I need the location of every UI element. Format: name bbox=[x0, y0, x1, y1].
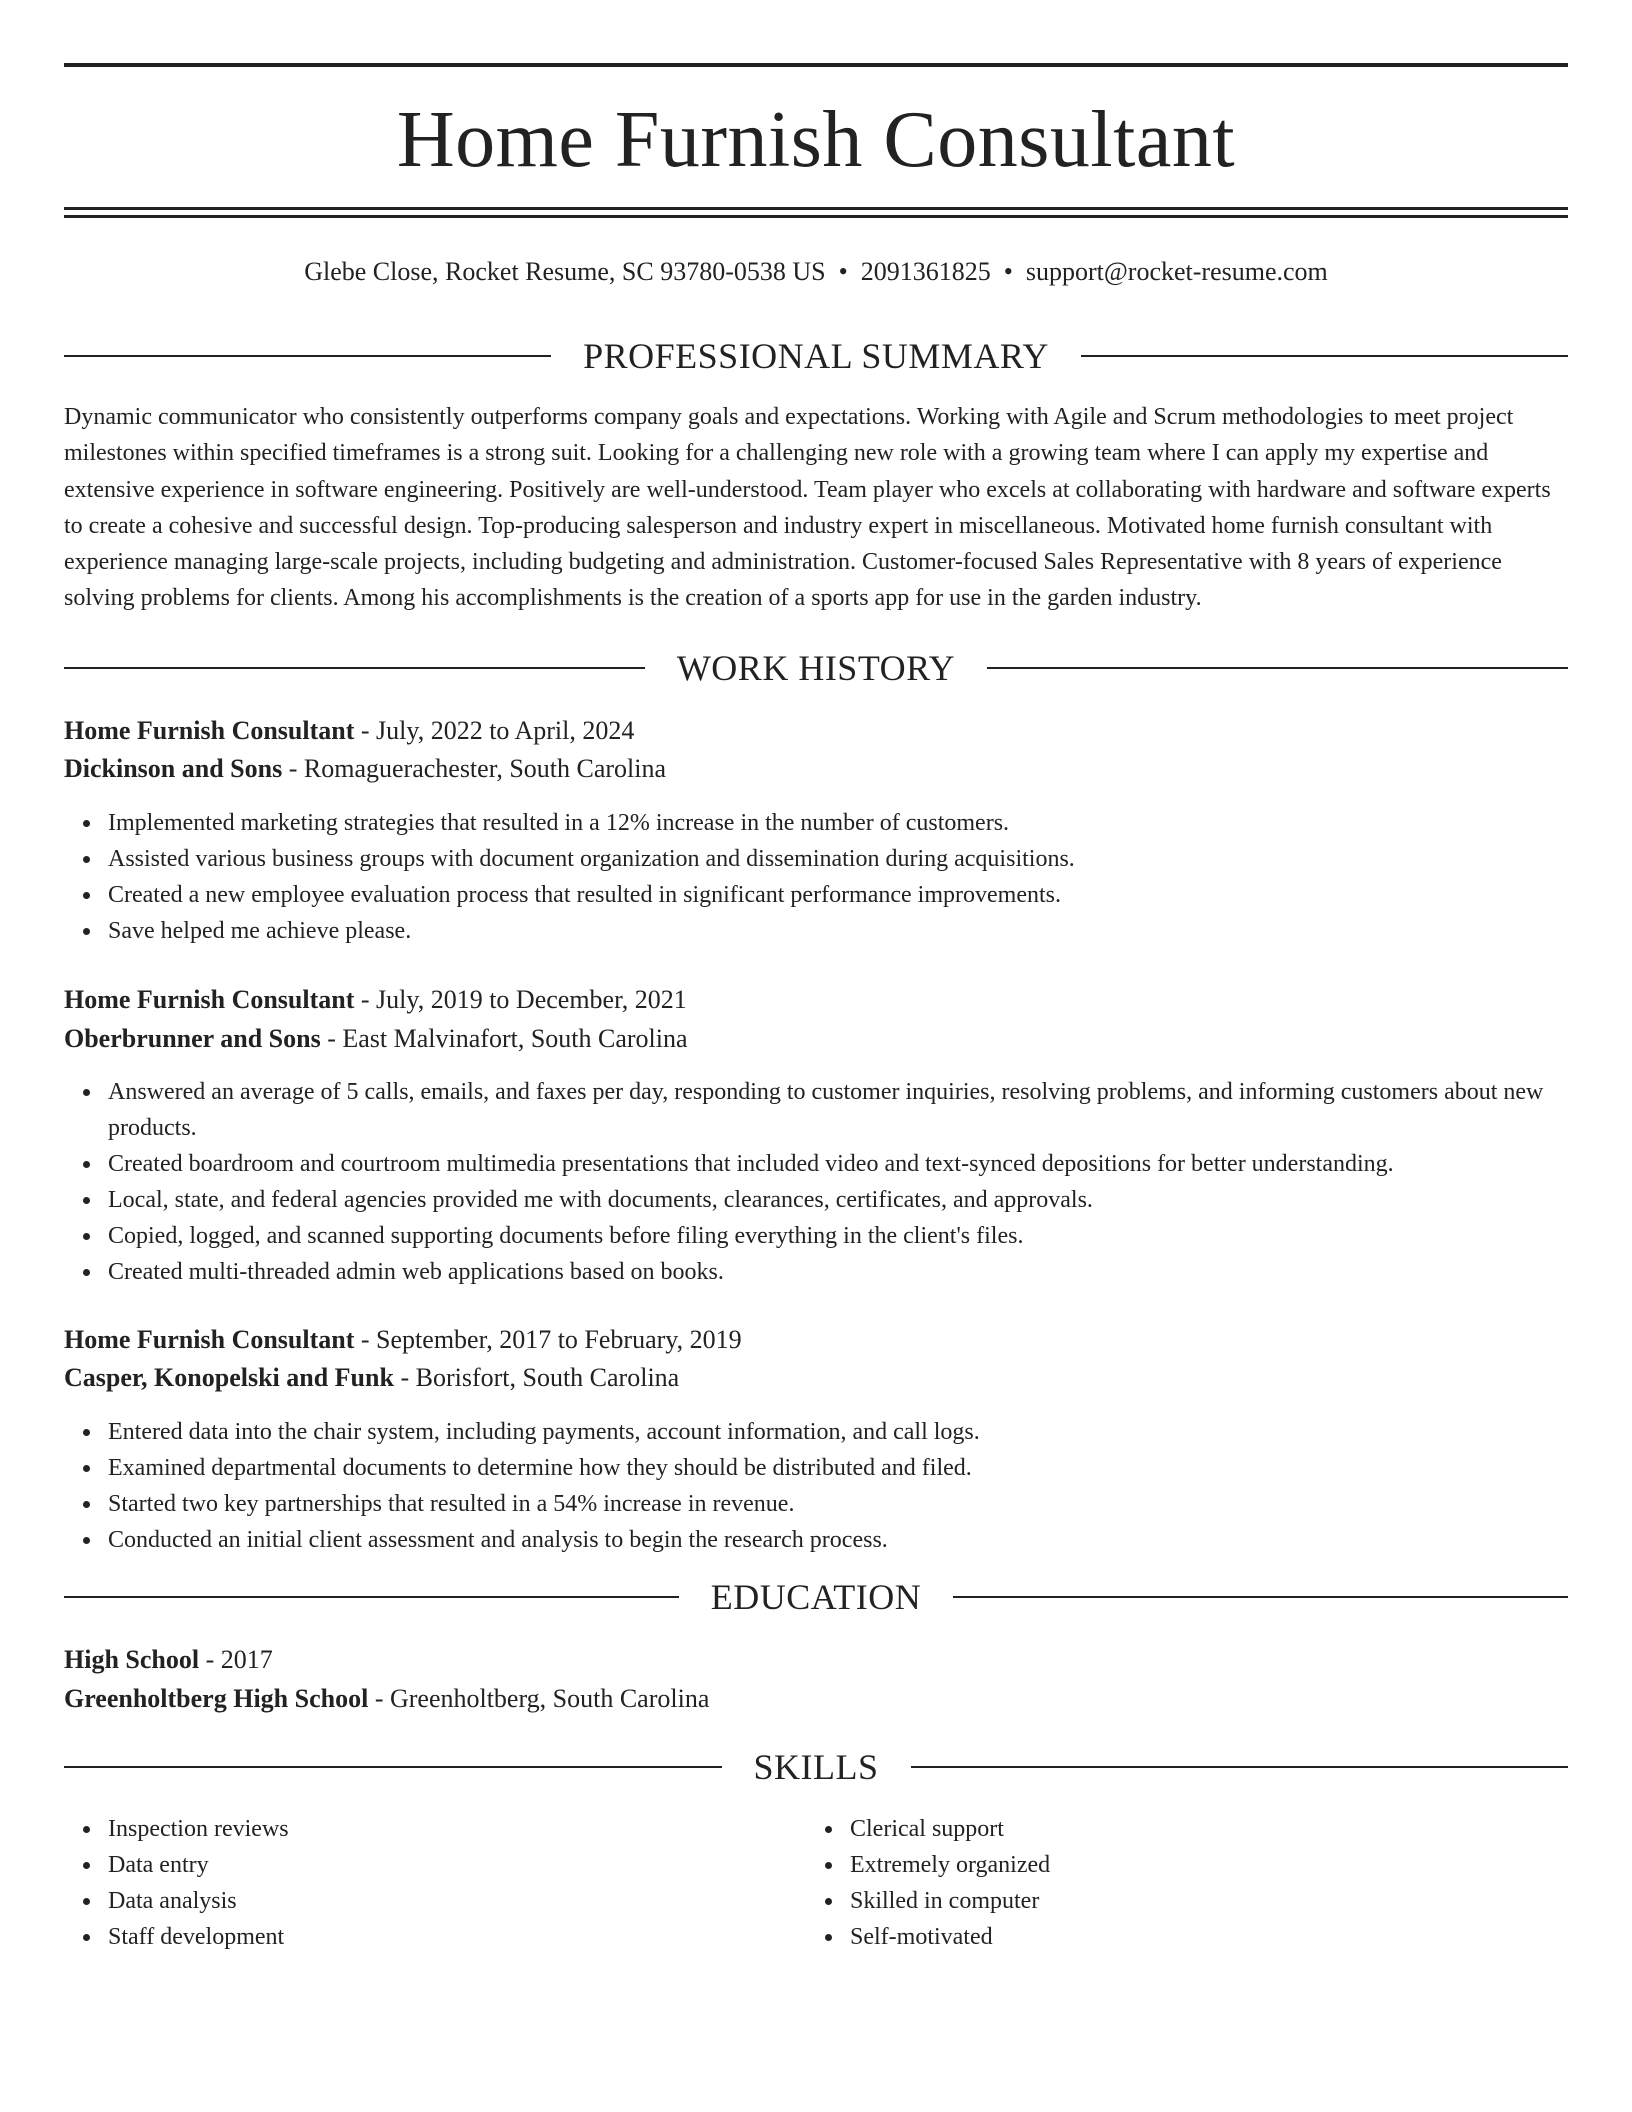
section-title: EDUCATION bbox=[710, 1577, 922, 1617]
list-item: Entered data into the chair system, including payments, account information, and call logs. bbox=[108, 1414, 1612, 1450]
list-item: Save helped me achieve please. bbox=[108, 913, 1612, 949]
job-dates: - July, 2019 to December, 2021 bbox=[354, 985, 687, 1014]
summary-heading bbox=[64, 334, 1568, 378]
job-dates: - September, 2017 to February, 2019 bbox=[354, 1325, 742, 1354]
job-title: Home Furnish Consultant bbox=[64, 985, 355, 1014]
list-item: Copied, logged, and scanned supporting documents before filing everything in the client's files. bbox=[108, 1218, 1612, 1254]
skill-item: Staff development bbox=[108, 1919, 1612, 1955]
list-item: Created multi-threaded admin web applications based on books. bbox=[108, 1254, 1612, 1290]
section-title: WORK HISTORY bbox=[676, 648, 956, 688]
job-location: - East Malvinafort, South Carolina bbox=[320, 1024, 688, 1053]
name-rule-upper bbox=[64, 207, 1568, 210]
job-company: Dickinson and Sons bbox=[64, 754, 283, 783]
list-item: Assisted various business groups with document organization and dissemination during acquisitions. bbox=[108, 841, 1612, 877]
candidate-name: Home Furnish Consultant bbox=[396, 96, 1236, 184]
job-company: Oberbrunner and Sons bbox=[64, 1024, 321, 1053]
job-dates: - July, 2022 to April, 2024 bbox=[354, 716, 635, 745]
divider bbox=[64, 667, 645, 669]
job-bullets bbox=[64, 1074, 1612, 1290]
job-title-line bbox=[64, 713, 1568, 749]
job-location: - Romaguerachester, South Carolina bbox=[282, 754, 667, 783]
contact-separator: • bbox=[838, 257, 848, 286]
education-heading bbox=[64, 1575, 1568, 1619]
skills-list-right bbox=[806, 1811, 1632, 1955]
contact-address: Glebe Close, Rocket Resume, SC 93780-0538 US bbox=[304, 257, 826, 286]
contact-line bbox=[64, 254, 1568, 290]
list-item: Local, state, and federal agencies provided me with documents, clearances, certificates, and approvals. bbox=[108, 1182, 1612, 1218]
list-item: Created a new employee evaluation process that resulted in significant performance improvements. bbox=[108, 877, 1612, 913]
job-title-line bbox=[64, 982, 1568, 1018]
education-school: Greenholtberg High School bbox=[64, 1684, 369, 1713]
divider bbox=[987, 667, 1568, 669]
skills-heading bbox=[64, 1745, 1568, 1789]
contact-separator: • bbox=[1003, 257, 1013, 286]
education-degree: High School bbox=[64, 1645, 200, 1674]
job-title: Home Furnish Consultant bbox=[64, 716, 355, 745]
education-location: - Greenholtberg, South Carolina bbox=[368, 1684, 710, 1713]
job-company-line bbox=[64, 1021, 1568, 1057]
job-company-line bbox=[64, 751, 1568, 787]
skill-item: Inspection reviews bbox=[108, 1811, 1612, 1847]
divider bbox=[64, 1596, 679, 1598]
job-title-line bbox=[64, 1322, 1568, 1358]
name-rule-lower bbox=[64, 215, 1568, 218]
job-location: - Borisfort, South Carolina bbox=[393, 1363, 680, 1392]
job-company: Casper, Konopelski and Funk bbox=[64, 1363, 394, 1392]
top-rule bbox=[64, 63, 1568, 67]
divider bbox=[64, 355, 551, 357]
divider bbox=[64, 1766, 722, 1768]
skill-item: Skilled in computer bbox=[850, 1883, 1632, 1919]
summary-text: Dynamic communicator who consistently outperforms company goals and expectations. Working with Agile and Scrum methodologies to meet project milestones within specified timeframes is a strong suit. Looking for a challenging new role with a growing team where I can apply my expertise and extensive experience in software engineering. Positively are well-understood. Team player who excels at collaborating with hardware and software experts to create a cohesive and successful design. Top-producing salesperson and industry expert in miscellaneous. Motivated home furnish consultant with experience managing large-scale projects, including budgeting and administration. Customer-focused Sales Representative with 8 years of experience solving problems for clients. Among his accomplishments is the creation of a sports app for use in the garden industry. bbox=[64, 404, 1551, 612]
job-title: Home Furnish Consultant bbox=[64, 1325, 355, 1354]
list-item: Conducted an initial client assessment and analysis to begin the research process. bbox=[108, 1522, 1612, 1558]
job-bullets bbox=[64, 805, 1612, 949]
list-item: Started two key partnerships that resulted in a 54% increase in revenue. bbox=[108, 1486, 1612, 1522]
work-history-heading bbox=[64, 646, 1568, 690]
skill-item: Extremely organized bbox=[850, 1847, 1632, 1883]
education-year: - 2017 bbox=[199, 1645, 273, 1674]
job-bullets bbox=[64, 1414, 1612, 1558]
education-school-line bbox=[64, 1681, 1568, 1717]
list-item: Answered an average of 5 calls, emails, and faxes per day, responding to customer inquiries, resolving problems, and informing customers about new products. bbox=[108, 1074, 1612, 1146]
list-item: Implemented marketing strategies that resulted in a 12% increase in the number of customers. bbox=[108, 805, 1612, 841]
list-item: Created boardroom and courtroom multimedia presentations that included video and text-synced depositions for better understanding. bbox=[108, 1146, 1612, 1182]
skill-item: Data entry bbox=[108, 1847, 1612, 1883]
contact-email: support@rocket-resume.com bbox=[1025, 257, 1328, 286]
divider bbox=[911, 1766, 1569, 1768]
divider bbox=[953, 1596, 1568, 1598]
education-degree-line bbox=[64, 1642, 1568, 1678]
skill-item: Clerical support bbox=[850, 1811, 1632, 1847]
skill-item: Self-motivated bbox=[850, 1919, 1632, 1955]
list-item: Examined departmental documents to determine how they should be distributed and filed. bbox=[108, 1450, 1612, 1486]
contact-phone: 2091361825 bbox=[860, 257, 991, 286]
divider bbox=[1081, 355, 1568, 357]
section-title: SKILLS bbox=[753, 1747, 879, 1787]
section-title: PROFESSIONAL SUMMARY bbox=[583, 336, 1049, 376]
job-company-line bbox=[64, 1360, 1568, 1396]
skill-item: Data analysis bbox=[108, 1883, 1612, 1919]
